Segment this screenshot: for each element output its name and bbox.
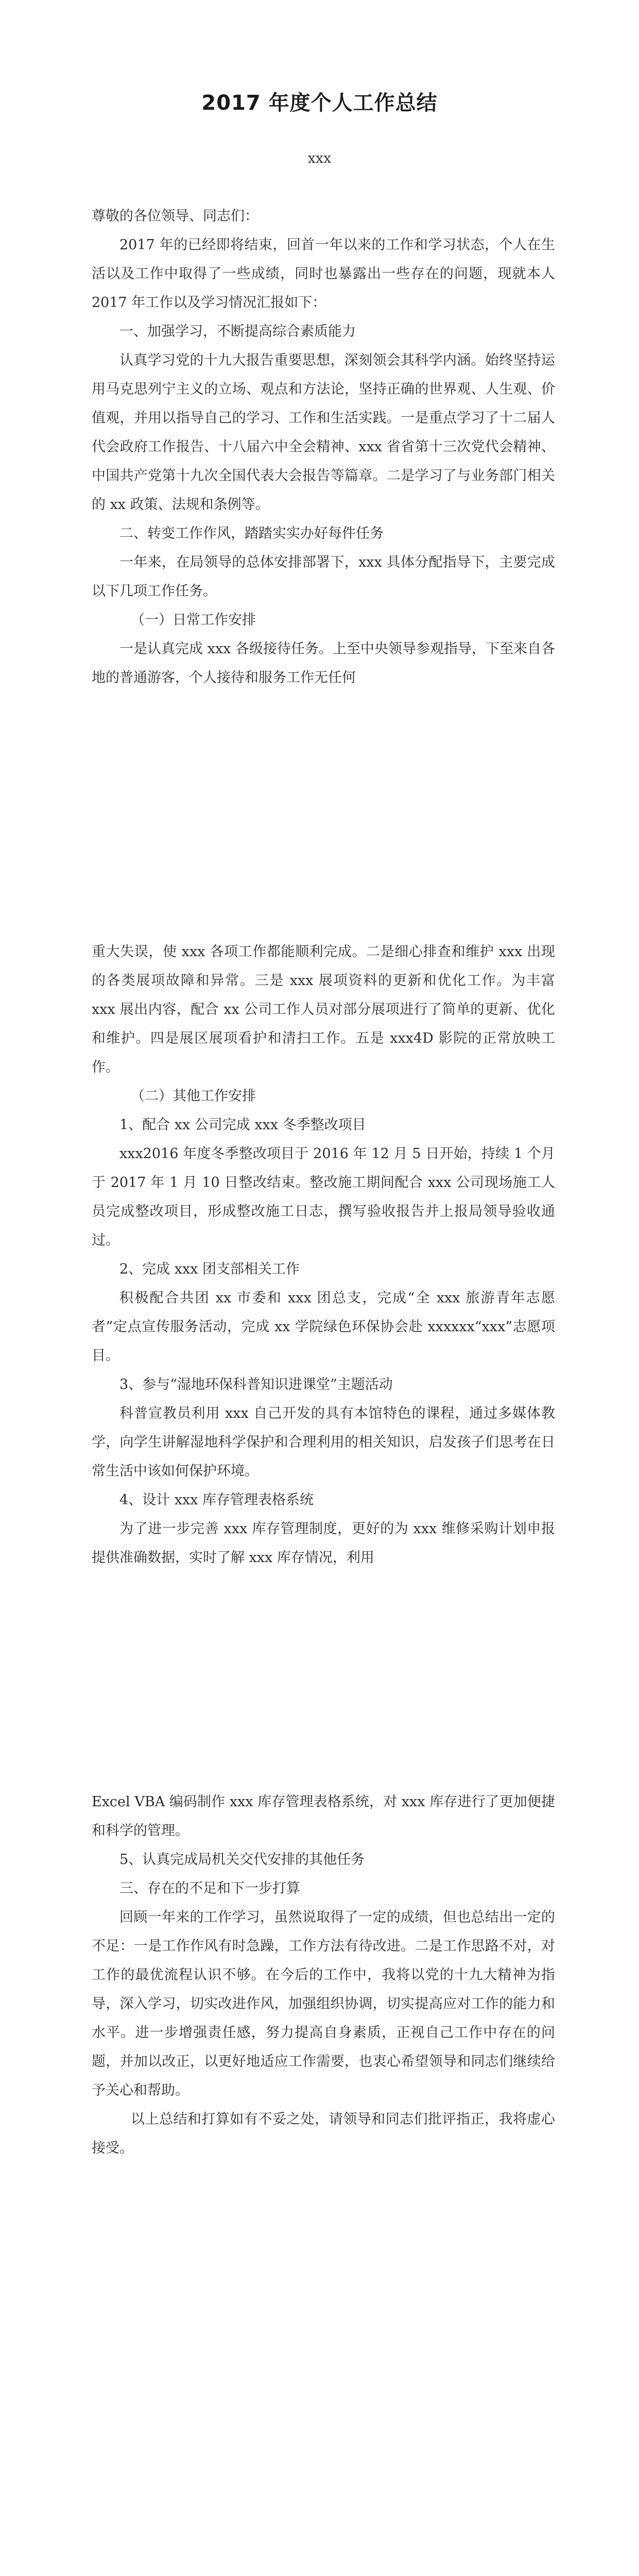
heading-three: 三、存在的不足和下一步打算: [119, 1880, 300, 1896]
heading-one: 一、加强学习，不断提高综合素质能力: [119, 324, 356, 340]
author-name: xxx: [307, 150, 332, 166]
section-part-3: [92, 1788, 555, 2163]
section-part-2: [92, 938, 555, 1572]
paragraph-daily-work-cont: 重大失误，使 xxx 各项工作都能顺利完成。二是细心排查和维护 xxx 出现的各类展项故障和异常。三是 xxx 展项资料的更新和优化工作。为丰富 xxx 展出内容，配合 xx 公司工作人员对部分展项进行了简单的更新、优化和维护。四是展区展项看护和清扫工作。五是 xxx4D 影院的正常放映工作。: [92, 944, 555, 1075]
paragraph-shortcomings: 回顾一年来的工作学习，虽然说取得了一定的成绩，但也总结出一定的不足：一是工作作风有时急躁，工作方法有待改进。二是工作思路不对，对工作的最优流程认识不够。在今后的工作中，我将以党的十九大精神为指导，深入学习，切实改进作风，加强组织协调，切实提高应对工作的能力和水平。进一步增强责任感，努力提高自身素质，正视自己工作中存在的问题，并加以改正，以更好地适应工作需要，也衷心希望领导和同志们继续给予关心和帮助。: [92, 1909, 555, 2098]
document-title: 2017 年度个人工作总结: [201, 91, 438, 115]
subheading-daily-work: （一）日常工作安排: [131, 612, 256, 628]
salutation: 尊敬的各位领导、同志们：: [92, 208, 258, 224]
item-four-paragraph-cont: Excel VBA 编码制作 xxx 库存管理表格系统，对 xxx 库存进行了更加便捷和科学的管理。: [92, 1794, 555, 1839]
closing-paragraph: 以上总结和打算如有不妥之处，请领导和同志们批评指正，我将虚心接受。: [92, 2111, 555, 2156]
item-one-heading: 1、配合 xx 公司完成 xxx 冬季整改项目: [119, 1117, 366, 1133]
section-part-1: [92, 202, 555, 692]
item-five-heading: 5、认真完成局机关交代安排的其他任务: [119, 1852, 365, 1868]
paragraph-study: 认真学习党的十九大报告重要思想，深刻领会其科学内涵。始终坚持运用马克思列宁主义的立场、观点和方法论，坚持正确的世界观、人生观、价值观，并用以指导自己的学习、工作和生活实践。一是重点学习了十二届人代会政府工作报告、十八届六中全会精神、xxx 省省第十三次党代会精神、中国共产党第十九次全国代表大会报告等篇章。二是学习了与业务部门相关的 xx 政策、法规和条例等。: [92, 352, 555, 513]
item-three-heading: 3、参与“湿地环保科普知识进课堂”主题活动: [119, 1377, 393, 1393]
paragraph-tasks-intro: 一年来，在局领导的总体安排部署下，xxx 具体分配指导下，主要完成以下几项工作任务。: [92, 554, 555, 599]
item-four-paragraph-start: 为了进一步完善 xxx 库存管理制度，更好的为 xxx 维修采购计划申报提供准确数据，实时了解 xxx 库存情况，利用: [92, 1521, 555, 1566]
subheading-other-work: （二）其他工作安排: [131, 1088, 256, 1104]
item-three-paragraph: 科普宣教员利用 xxx 自己开发的具有本馆特色的课程，通过多媒体教学，向学生讲解湿地科学保护和合理利用的相关知识，启发孩子们思考在日常生活中该如何保护环境。: [92, 1405, 555, 1479]
item-one-paragraph: xxx2016 年度冬季整改项目于 2016 年 12 月 5 日开始，持续 1 个月于 2017 年 1 月 10 日整改结束。整改施工期间配合 xxx 公司现场施工人员完成整改项目，形成整改施工日志，撰写验收报告并上报局领导验收通过。: [92, 1146, 555, 1248]
heading-two: 二、转变工作作风，踏踏实实办好每件任务: [119, 526, 384, 541]
paragraph-daily-work-start: 一是认真完成 xxx 各级接待任务。上至中央领导参观指导，下至来自各地的普通游客，个人接待和服务工作无任何: [92, 641, 555, 686]
item-two-heading: 2、完成 xxx 团支部相关工作: [119, 1261, 300, 1277]
intro-paragraph: 2017 年的已经即将结束，回首一年以来的工作和学习状态，个人在生活以及工作中取得了一些成绩，同时也暴露出一些存在的问题，现就本人 2017 年工作以及学习情况汇报如下：: [92, 237, 555, 311]
item-four-heading: 4、设计 xxx 库存管理表格系统: [119, 1492, 314, 1508]
item-two-paragraph: 积极配合共团 xx 市委和 xxx 团总支，完成“全 xxx 旅游青年志愿者”定点宣传服务活动，完成 xx 学院绿色环保协会赴 xxxxxx“xxx”志愿项目。: [92, 1290, 555, 1364]
